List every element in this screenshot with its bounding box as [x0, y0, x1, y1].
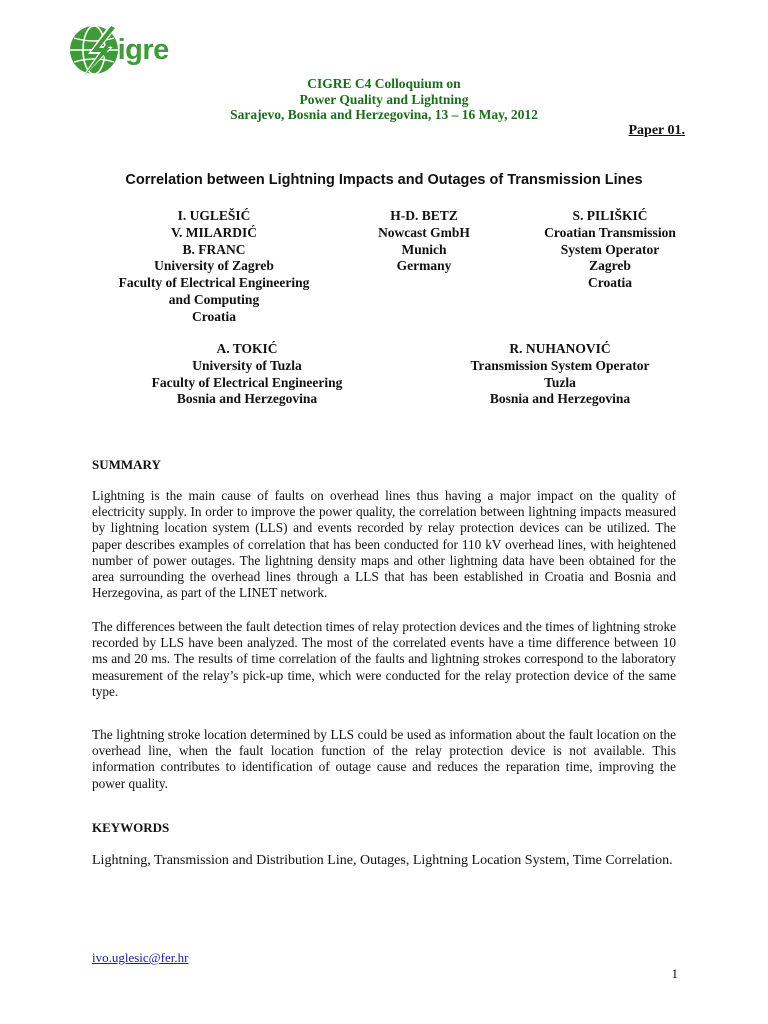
- keywords-text: Lightning, Transmission and Distribution Line, Outages, Lightning Location System, Time Correlation.: [92, 853, 673, 868]
- author-line: Croatia: [588, 275, 632, 291]
- author-email-link[interactable]: ivo.uglesic@fer.hr: [92, 950, 189, 965]
- summary-paragraph: The lightning stroke location determined by LLS could be used as information about the fault location on the overhead line, when the fault location function of the relay protection device is not available. This information contributes to identification of outage cause and reduces the reparation time, improving the power quality.: [92, 727, 676, 791]
- paper-number: Paper 01.: [628, 123, 685, 138]
- conference-line: Power Quality and Lightning: [299, 91, 469, 107]
- author-line: S. PILIŠKIĆ: [572, 208, 648, 223]
- author-group-hops: [514, 208, 706, 292]
- author-line: B. FRANC: [182, 241, 246, 257]
- author-line: Transmission System Operator: [470, 357, 650, 373]
- summary-paragraph: The differences between the fault detection times of relay protection devices and the times of lightning stroke recorded by LLS have been analyzed. The most of the correlated events have a time difference between 10 ms and 20 ms. The results of time correlation of the faults and lightning strokes correspond to the laboratory measurement of the relay’s pick-up time, which were conducted for the relay protection device of the same type.: [92, 619, 676, 699]
- author-line: University of Zagreb: [154, 258, 274, 274]
- author-line: Faculty of Electrical Engineering: [118, 275, 310, 291]
- author-group-zagreb-text: [98, 208, 330, 326]
- author-line: Nowcast GmbH: [378, 224, 470, 240]
- author-line: Bosnia and Herzegovina: [176, 391, 318, 407]
- conference-header: [0, 76, 768, 123]
- author-line: R. NUHANOVIĆ: [509, 341, 611, 356]
- author-line: Croatian Transmission: [544, 224, 676, 240]
- summary-heading: SUMMARY: [92, 457, 161, 472]
- author-group-nosbih: [446, 341, 674, 408]
- paper-title: Correlation between Lightning Impacts and Outages of Transmission Lines: [125, 172, 643, 188]
- author-line: Faculty of Electrical Engineering: [151, 374, 343, 390]
- author-line: and Computing: [168, 291, 260, 307]
- author-group-nowcast: [350, 208, 498, 275]
- author-line: Tuzla: [544, 374, 576, 390]
- summary-paragraph: Lightning is the main cause of faults on overhead lines thus having a major impact on the quality of electricity supply. In order to improve the power quality, the correlation between lightning impacts measured by lightning location system (LLS) and events recorded by relay protection devices can be utilized. The paper describes examples of correlation that has been conducted for 110 kV overhead lines, with heightened number of power outages. The lightning density maps and other lightning data have been obtained for the area surrounding the overhead lines through a LLS that has been established in Croatia and Bosnia and Herzegovina, as part of the LINET network.: [92, 488, 676, 601]
- author-line: Croatia: [192, 308, 236, 324]
- page-number: 1: [671, 966, 678, 981]
- author-line: University of Tuzla: [192, 357, 302, 373]
- cigre-logo-text: cigre: [102, 34, 169, 66]
- author-line: Bosnia and Herzegovina: [489, 391, 631, 407]
- author-line: A. TOKIĆ: [216, 341, 278, 356]
- author-line: System Operator: [560, 241, 660, 257]
- author-line: Germany: [396, 258, 452, 274]
- author-line: H-D. BETZ: [390, 208, 458, 223]
- author-line: V. MILARDIĆ: [170, 224, 257, 240]
- author-line: I. UGLEŠIĆ: [177, 208, 251, 223]
- author-group-tuzla: [130, 341, 364, 408]
- conference-line: Sarajevo, Bosnia and Herzegovina, 13 – 16 May, 2012: [230, 107, 538, 122]
- author-line: Munich: [401, 241, 447, 257]
- author-line: Zagreb: [589, 258, 631, 274]
- keywords-heading: KEYWORDS: [92, 820, 170, 835]
- conference-line: CIGRE C4 Colloquium on: [307, 76, 461, 91]
